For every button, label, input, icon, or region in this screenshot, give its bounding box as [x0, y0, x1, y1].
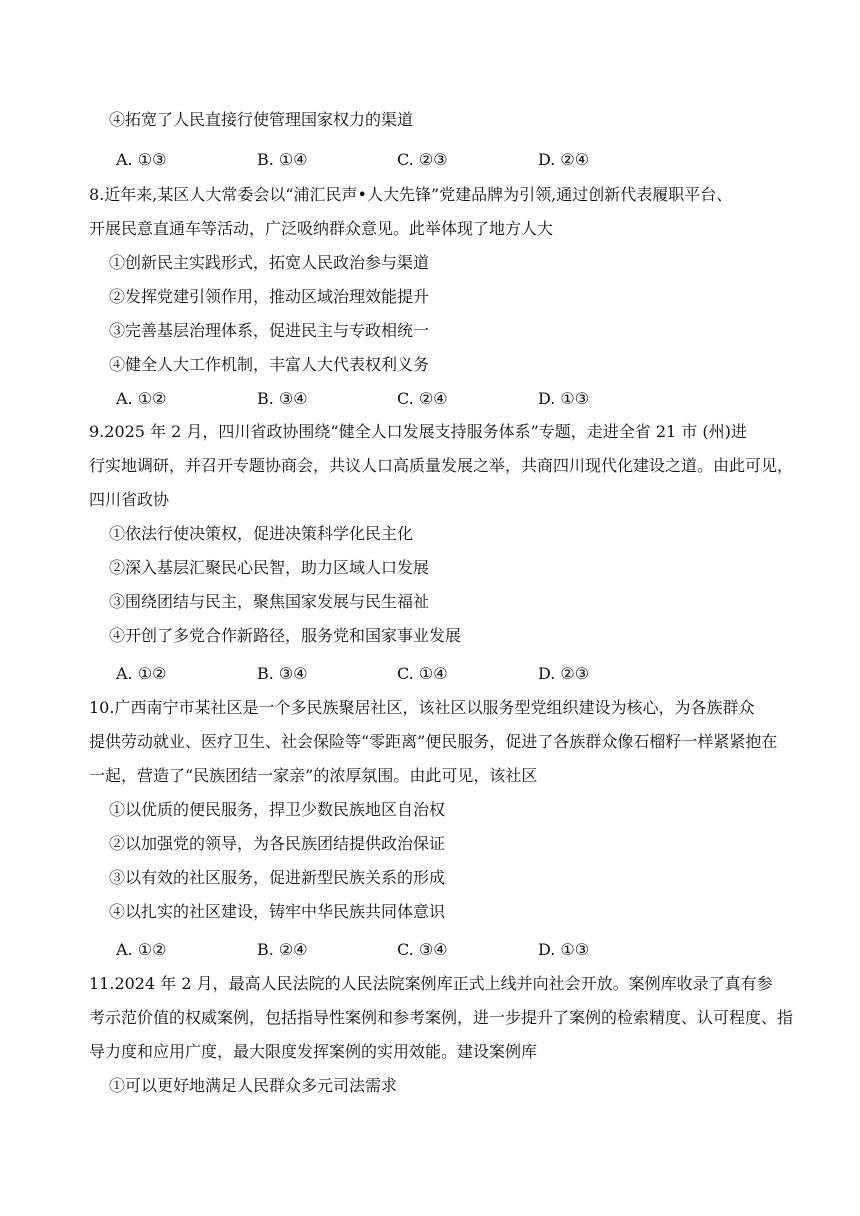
q9-option-b: B. ③④ — [257, 664, 308, 683]
q7-option-c: C. ②③ — [397, 150, 448, 169]
q11-stem-line-2: 考示范价值的权威案例，包括指导性案例和参考案例，进一步提升了案例的检索精度、认可程度、指 — [89, 1008, 794, 1027]
q8-stem-line-1: 8.近年来,某区人大常委会以“浦汇民声•人大先锋”党建品牌为引领,通过创新代表履职平台、 — [89, 185, 733, 204]
q10-item-3: ③以有效的社区服务，促进新型民族关系的形成 — [109, 868, 446, 887]
q8-option-b: B. ③④ — [257, 389, 308, 408]
q9-stem-line-3: 四川省政协 — [89, 490, 170, 509]
q8-item-1: ①创新民主实践形式，拓宽人民政治参与渠道 — [109, 253, 430, 272]
q8-option-c: C. ②④ — [397, 389, 448, 408]
q9-option-a: A. ①② — [116, 664, 167, 683]
q10-item-4: ④以扎实的社区建设，铸牢中华民族共同体意识 — [109, 902, 446, 921]
q9-item-3: ③围绕团结与民主，聚焦国家发展与民生福祉 — [109, 592, 430, 611]
q10-option-d: D. ①③ — [538, 940, 590, 959]
q8-item-2: ②发挥党建引领作用，推动区域治理效能提升 — [109, 287, 430, 306]
q7-item-4: ④拓宽了人民直接行使管理国家权力的渠道 — [109, 110, 414, 129]
q9-option-c: C. ①④ — [397, 664, 448, 683]
q9-item-2: ②深入基层汇聚民心民智，助力区域人口发展 — [109, 558, 430, 577]
q8-option-a: A. ①② — [116, 389, 167, 408]
q9-options — [116, 664, 756, 684]
q10-option-b: B. ②④ — [257, 940, 308, 959]
q8-option-d: D. ①③ — [538, 389, 590, 408]
q11-stem-line-1: 11.2024 年 2 月，最高人民法院的人民法院案例库正式上线并向社会开放。案例库收录了真有参 — [89, 974, 773, 993]
q10-stem-line-1: 10.广西南宁市某社区是一个多民族聚居社区，该社区以服务型党组织建设为核心，为各族群众 — [89, 698, 755, 717]
q10-option-a: A. ①② — [116, 940, 167, 959]
q11-item-1: ①可以更好地满足人民群众多元司法需求 — [109, 1076, 398, 1095]
q10-item-2: ②以加强党的领导，为各民族团结提供政治保证 — [109, 834, 446, 853]
q8-stem-line-2: 开展民意直通车等活动，广泛吸纳群众意见。此举体现了地方人大 — [89, 219, 554, 238]
q8-item-4: ④健全人大工作机制，丰富人大代表权利义务 — [109, 355, 430, 374]
q9-option-d: D. ②③ — [538, 664, 590, 683]
q7-option-b: B. ①④ — [257, 150, 308, 169]
q7-options — [116, 150, 756, 170]
q7-option-d: D. ②④ — [538, 150, 590, 169]
q10-item-1: ①以优质的便民服务，捍卫少数民族地区自治权 — [109, 800, 446, 819]
q11-stem-line-3: 导力度和应用广度，最大限度发挥案例的实用效能。建设案例库 — [89, 1042, 538, 1061]
q9-item-1: ①依法行使决策权，促进决策科学化民主化 — [109, 524, 414, 543]
q10-options — [116, 940, 756, 960]
q9-stem-line-2: 行实地调研，并召开专题协商会，共议人口高质量发展之举，共商四川现代化建设之道。由此可见， — [89, 456, 794, 475]
q9-item-4: ④开创了多党合作新路径，服务党和国家事业发展 — [109, 626, 462, 645]
q7-option-a: A. ①③ — [116, 150, 167, 169]
q8-options — [116, 389, 756, 409]
q9-stem-line-1: 9.2025 年 2 月，四川省政协围绕“健全人口发展支持服务体系”专题，走进全省 21 市 (州)进 — [89, 422, 747, 441]
q10-stem-line-3: 一起，营造了“民族团结一家亲”的浓厚氛围。由此可见，该社区 — [89, 766, 538, 785]
q10-option-c: C. ③④ — [397, 940, 448, 959]
q8-item-3: ③完善基层治理体系，促进民主与专政相统一 — [109, 321, 430, 340]
q10-stem-line-2: 提供劳动就业、医疗卫生、社会保险等“零距离”便民服务，促进了各族群众像石榴籽一样紧紧抱在 — [89, 732, 778, 751]
